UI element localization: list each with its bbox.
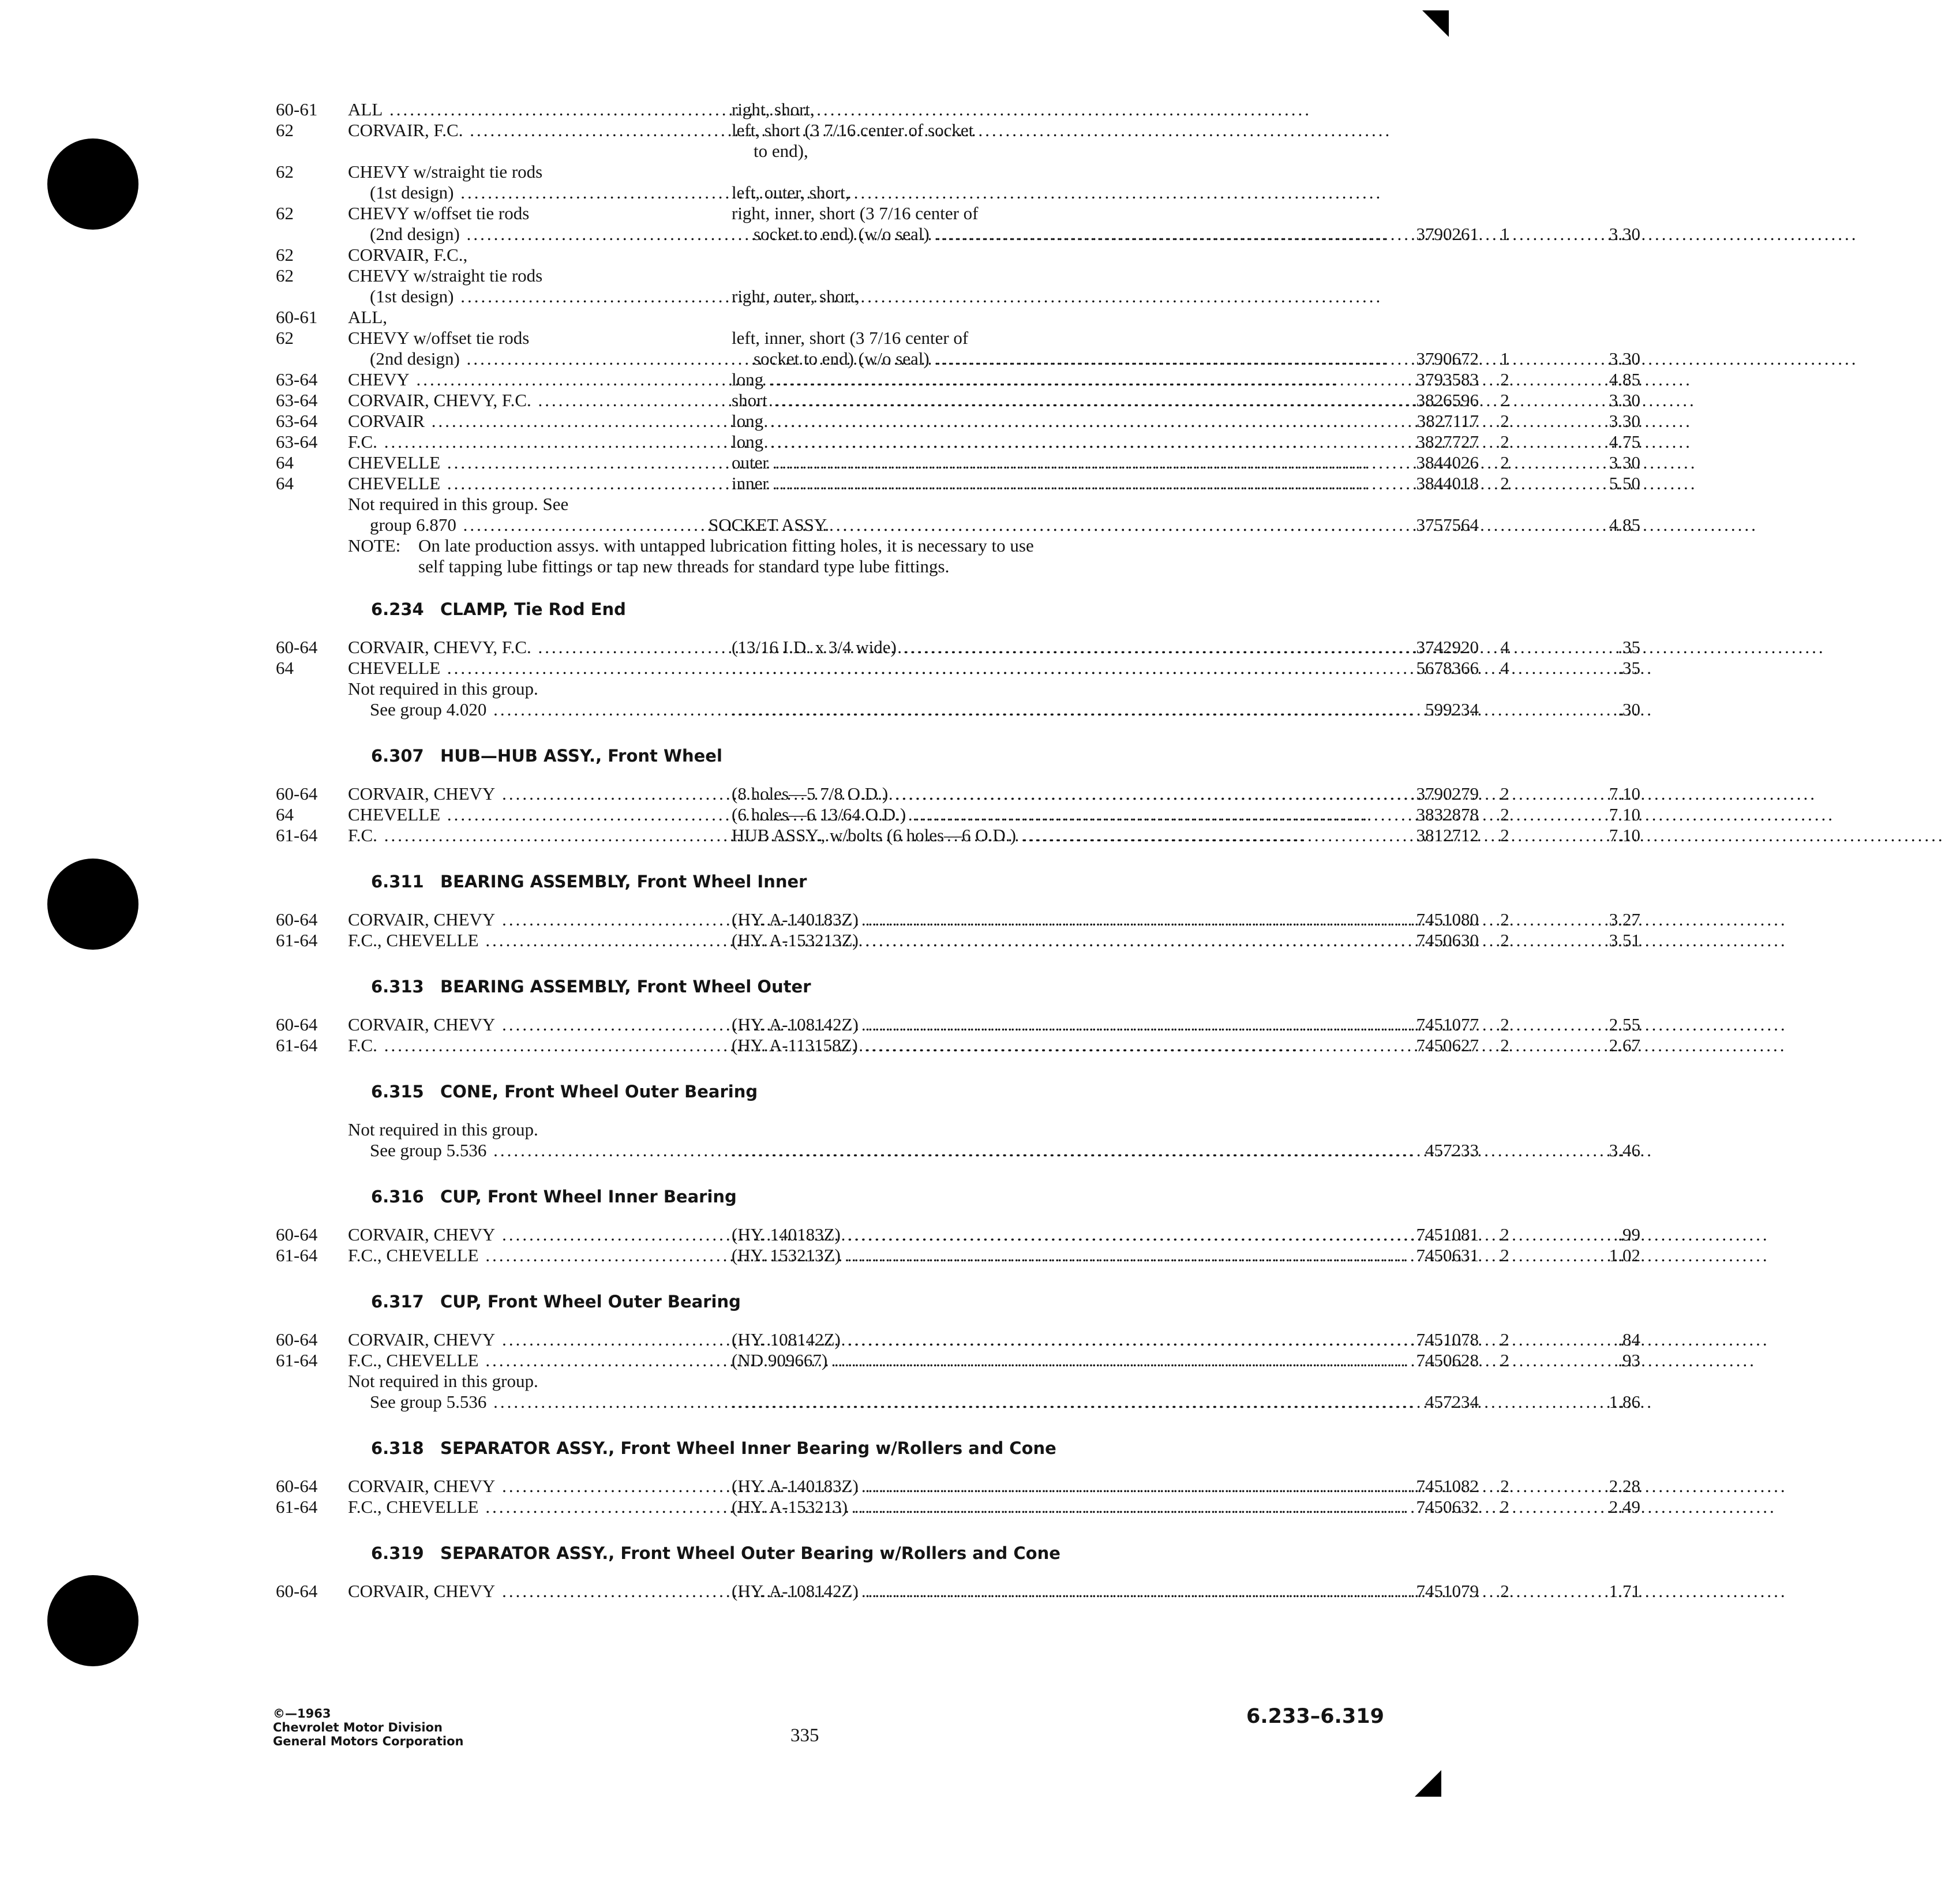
spacer xyxy=(276,1412,1661,1436)
list-price: 3.46 xyxy=(1609,1140,1640,1160)
model-name: F.C. ..... xyxy=(348,825,703,846)
part-description xyxy=(732,658,1366,679)
part-description: inner ..... xyxy=(732,473,1366,494)
spacer xyxy=(276,1161,1661,1184)
table-row xyxy=(276,637,1661,658)
model-year: 61-64 xyxy=(276,1497,318,1517)
model-name: See group 5.536 ..... xyxy=(348,1140,725,1161)
list-price: 3.27 xyxy=(1609,909,1640,929)
section-heading xyxy=(276,1079,1661,1104)
model-year: 62 xyxy=(276,203,294,223)
section-number: 6.311 xyxy=(371,872,424,891)
table-row xyxy=(276,494,1661,515)
model-year: 63-64 xyxy=(276,369,318,389)
list-price: 1.86 xyxy=(1609,1392,1640,1412)
spacer xyxy=(276,1461,1661,1476)
spacer xyxy=(276,769,1661,784)
quantity: 2 xyxy=(1500,1014,1509,1035)
part-description: left, short (3 7/16 center of socket xyxy=(732,120,974,140)
list-price: .99 xyxy=(1618,1224,1640,1245)
note-text xyxy=(276,535,1661,577)
section-title: CUP, Front Wheel Outer Bearing xyxy=(440,1292,741,1311)
part-description: HUB ASSY., w/bolts (6 holes—6 O.D.) ..... xyxy=(732,825,1366,846)
model-year: 62 xyxy=(276,328,294,348)
section-title: CUP, Front Wheel Inner Bearing xyxy=(440,1187,737,1206)
table-row xyxy=(276,141,1661,162)
quantity: 1 xyxy=(1500,348,1509,369)
table-row xyxy=(276,804,1661,825)
table-row xyxy=(276,1581,1661,1602)
model-name: ALL, xyxy=(348,307,388,327)
model-name: CORVAIR, CHEVY, F.C. ..... xyxy=(348,390,703,411)
list-price: .30 xyxy=(1618,699,1640,719)
model-name: (2nd design) ..... xyxy=(348,348,725,369)
section-number: 6.313 xyxy=(371,977,424,996)
table-row xyxy=(276,679,1661,699)
part-number: 3790279 xyxy=(1416,784,1479,804)
model-year: 62 xyxy=(276,120,294,140)
quantity: 2 xyxy=(1500,369,1509,389)
section-heading xyxy=(276,869,1661,894)
spacer xyxy=(276,1104,1661,1119)
list-price: 1.02 xyxy=(1609,1245,1640,1265)
list-price: 4.85 xyxy=(1609,515,1640,535)
model-name: Not required in this group. See xyxy=(348,494,569,514)
table-row xyxy=(276,784,1661,804)
table-row xyxy=(276,245,1661,265)
model-year: 62 xyxy=(276,265,294,286)
part-description: (HY. A-153213Z) ..... xyxy=(732,930,1366,951)
part-number: 7450627 xyxy=(1416,1035,1479,1055)
quantity: 2 xyxy=(1500,804,1509,824)
model-year: 61-64 xyxy=(276,1035,318,1055)
model-name: F.C., CHEVELLE ..... xyxy=(348,1497,703,1517)
quantity: 2 xyxy=(1500,909,1509,929)
model-name: F.C., CHEVELLE ..... xyxy=(348,930,703,951)
part-description xyxy=(732,1392,1366,1412)
model-year: 64 xyxy=(276,658,294,678)
table-row xyxy=(276,99,1661,120)
quantity: 2 xyxy=(1500,1245,1509,1265)
list-price: 2.55 xyxy=(1609,1014,1640,1035)
section-title: BEARING ASSEMBLY, Front Wheel Outer xyxy=(440,977,811,996)
model-year: 60-61 xyxy=(276,99,318,119)
part-number: 7450630 xyxy=(1416,930,1479,950)
table-row xyxy=(276,162,1661,182)
section-number: 6.319 xyxy=(371,1543,424,1563)
section-number: 6.318 xyxy=(371,1438,424,1458)
part-number: 7450631 xyxy=(1416,1245,1479,1265)
section-heading xyxy=(276,597,1661,622)
section-title: CLAMP, Tie Rod End xyxy=(440,599,626,619)
model-name: CHEVY w/straight tie rods xyxy=(348,265,543,286)
part-description: socket to end) (w/o seal) ..... xyxy=(732,348,1388,369)
model-year: 60-64 xyxy=(276,1476,318,1496)
part-description: (6 holes—6 13/64 O.D.) ..... xyxy=(732,804,1366,825)
table-row xyxy=(276,825,1661,846)
part-description: right, outer, short, xyxy=(732,286,860,306)
quantity: 2 xyxy=(1500,390,1509,410)
section-heading xyxy=(276,1289,1661,1314)
quantity: 2 xyxy=(1500,1329,1509,1350)
footer-corporation: General Motors Corporation xyxy=(273,1734,464,1748)
quantity: 2 xyxy=(1500,452,1509,473)
quantity: 2 xyxy=(1500,1035,1509,1055)
table-row xyxy=(276,307,1661,328)
section-heading xyxy=(276,1184,1661,1209)
quantity: 2 xyxy=(1500,1224,1509,1245)
model-name: CHEVY w/offset tie rods xyxy=(348,328,530,348)
table-row xyxy=(276,1371,1661,1392)
part-description: (HY. 140183Z) ..... xyxy=(732,1224,1366,1245)
model-year: 62 xyxy=(276,245,294,265)
list-price: 5.50 xyxy=(1609,473,1640,493)
model-year: 63-64 xyxy=(276,390,318,410)
part-number: 7451081 xyxy=(1416,1224,1479,1245)
list-price: 2.67 xyxy=(1609,1035,1640,1055)
table-row xyxy=(276,699,1661,720)
list-price: 3.51 xyxy=(1609,930,1640,950)
spacer xyxy=(276,720,1661,743)
quantity: 2 xyxy=(1500,411,1509,431)
list-price: 3.30 xyxy=(1609,411,1640,431)
section-title: BEARING ASSEMBLY, Front Wheel Inner xyxy=(440,872,807,891)
model-year: 60-64 xyxy=(276,909,318,929)
part-number: 3844026 xyxy=(1416,452,1479,473)
model-name: CORVAIR, F.C., xyxy=(348,245,468,265)
part-description: (HY. A-108142Z) ..... xyxy=(732,1014,1366,1035)
quantity: 2 xyxy=(1500,1476,1509,1496)
list-price: 3.30 xyxy=(1609,348,1640,369)
table-row xyxy=(276,265,1661,286)
model-name: (2nd design) ..... xyxy=(348,224,725,245)
table-row xyxy=(276,328,1661,348)
page-number: 335 xyxy=(790,1725,819,1746)
table-row xyxy=(276,909,1661,930)
model-name: CORVAIR, CHEVY ..... xyxy=(348,1476,703,1497)
part-description xyxy=(732,1140,1366,1161)
list-price: 3.30 xyxy=(1609,390,1640,410)
model-year: 64 xyxy=(276,804,294,824)
model-name: CORVAIR, F.C. ..... xyxy=(348,120,703,141)
quantity: 2 xyxy=(1500,432,1509,452)
list-price: .84 xyxy=(1618,1329,1640,1350)
table-row xyxy=(276,658,1661,679)
part-number: 3826596 xyxy=(1416,390,1479,410)
quantity: 4 xyxy=(1500,658,1509,678)
part-description: left, outer, short, xyxy=(732,182,850,203)
table-row xyxy=(276,411,1661,432)
model-name: CHEVELLE ..... xyxy=(348,473,703,494)
model-year: 64 xyxy=(276,473,294,493)
part-number: 3832878 xyxy=(1416,804,1479,824)
list-price: 3.30 xyxy=(1609,224,1640,244)
part-number: 7451077 xyxy=(1416,1014,1479,1035)
spacer xyxy=(276,1056,1661,1079)
section-number: 6.316 xyxy=(371,1187,424,1206)
part-description: long ..... xyxy=(732,411,1366,432)
model-name: group 6.870 ..... xyxy=(348,515,725,535)
table-row xyxy=(276,182,1661,203)
model-name: CHEVELLE ..... xyxy=(348,658,703,679)
part-number: 3812712 xyxy=(1416,825,1479,845)
table-row xyxy=(276,390,1661,411)
part-description: (HY. A-113158Z) ..... xyxy=(732,1035,1366,1056)
part-description: long ..... xyxy=(732,432,1366,452)
quantity: 2 xyxy=(1500,473,1509,493)
quantity: 2 xyxy=(1500,930,1509,950)
part-number: 457233 xyxy=(1425,1140,1479,1160)
part-description: left, inner, short (3 7/16 center of xyxy=(732,328,969,348)
model-year: 60-64 xyxy=(276,1014,318,1035)
part-number: 457234 xyxy=(1425,1392,1479,1412)
table-row xyxy=(276,1224,1661,1245)
part-description xyxy=(732,699,1366,720)
model-name: CORVAIR, CHEVY, F.C. ..... xyxy=(348,637,703,658)
model-year: 61-64 xyxy=(276,1350,318,1370)
part-description: (HY. 153213Z) ..... xyxy=(732,1245,1366,1266)
spacer xyxy=(276,846,1661,869)
model-name: CORVAIR, CHEVY ..... xyxy=(348,1581,703,1602)
model-year: 62 xyxy=(276,162,294,182)
quantity: 2 xyxy=(1500,825,1509,845)
section-number: 6.234 xyxy=(371,599,424,619)
table-row xyxy=(276,1014,1661,1035)
part-number: 7450632 xyxy=(1416,1497,1479,1517)
model-name: CORVAIR ..... xyxy=(348,411,703,432)
table-row xyxy=(276,432,1661,452)
model-name: (1st design) ..... xyxy=(348,286,725,307)
model-year: 61-64 xyxy=(276,1245,318,1265)
model-year: 61-64 xyxy=(276,825,318,845)
quantity: 2 xyxy=(1500,1581,1509,1601)
model-name: Not required in this group. xyxy=(348,1371,538,1391)
spacer xyxy=(276,1266,1661,1289)
part-description: SOCKET ASSY. ..... xyxy=(709,515,1343,535)
footer-copyright: ©—1963 xyxy=(273,1707,331,1721)
table-row xyxy=(276,1476,1661,1497)
list-price: .35 xyxy=(1618,658,1640,678)
spacer xyxy=(276,577,1661,597)
model-name: CHEVELLE ..... xyxy=(348,452,703,473)
model-name: F.C., CHEVELLE ..... xyxy=(348,1245,703,1266)
table-row xyxy=(276,1245,1661,1266)
model-year: 60-64 xyxy=(276,1329,318,1350)
part-description: socket to end) (w/o seal) ..... xyxy=(732,224,1388,245)
list-price: 4.75 xyxy=(1609,432,1640,452)
note-line: self tapping lube fittings or tap new threads for standard type lube fittings. xyxy=(418,556,950,576)
table-row xyxy=(276,1140,1661,1161)
model-year: 60-64 xyxy=(276,784,318,804)
model-name: F.C. ..... xyxy=(348,1035,703,1056)
part-description: (HY. 108142Z) ..... xyxy=(732,1329,1366,1350)
part-number: 7451078 xyxy=(1416,1329,1479,1350)
section-heading xyxy=(276,1436,1661,1461)
list-price: 1.71 xyxy=(1609,1581,1640,1601)
model-name: CORVAIR, CHEVY ..... xyxy=(348,909,703,930)
table-row xyxy=(276,286,1661,307)
model-year: 60-61 xyxy=(276,307,318,327)
part-description: (13/16 I.D. x 3/4 wide) ..... xyxy=(732,637,1366,658)
part-description: (HY. A-140183Z) ..... xyxy=(732,1476,1366,1497)
model-name: CORVAIR, CHEVY ..... xyxy=(348,1224,703,1245)
model-name: F.C. ..... xyxy=(348,432,703,452)
model-year: 63-64 xyxy=(276,432,318,452)
spacer xyxy=(276,999,1661,1014)
table-row xyxy=(276,1035,1661,1056)
table-row xyxy=(276,1350,1661,1371)
model-name: Not required in this group. xyxy=(348,679,538,699)
model-name: See group 5.536 ..... xyxy=(348,1392,725,1412)
table-row xyxy=(276,930,1661,951)
part-description: (ND 909667) ..... xyxy=(732,1350,1366,1371)
model-year: 60-64 xyxy=(276,1581,318,1601)
model-name: See group 4.020 ..... xyxy=(348,699,725,720)
part-number: 3793583 xyxy=(1416,369,1479,389)
section-title: HUB—HUB ASSY., Front Wheel xyxy=(440,746,722,766)
model-year: 60-64 xyxy=(276,637,318,657)
spacer xyxy=(276,1602,1661,1625)
list-price: 7.10 xyxy=(1609,784,1640,804)
group-range: 6.233–6.319 xyxy=(1246,1705,1384,1728)
catalog-content xyxy=(276,99,1661,1625)
model-year: 64 xyxy=(276,452,294,473)
table-row xyxy=(276,1392,1661,1412)
list-price: 7.10 xyxy=(1609,825,1640,845)
list-price: .35 xyxy=(1618,637,1640,657)
table-row xyxy=(276,1119,1661,1140)
quantity: 2 xyxy=(1500,1497,1509,1517)
part-number: 7450628 xyxy=(1416,1350,1479,1370)
part-description: (8 holes—5 7/8 O.D.) ..... xyxy=(732,784,1366,804)
part-number: 5678366 xyxy=(1416,658,1479,678)
part-number: 7451080 xyxy=(1416,909,1479,929)
note-line: On late production assys. with untapped lubrication fitting holes, it is necessary to use xyxy=(418,535,1034,556)
section-title: SEPARATOR ASSY., Front Wheel Outer Bearing w/Rollers and Cone xyxy=(440,1543,1060,1563)
list-price: 4.85 xyxy=(1609,369,1640,389)
part-description: short ..... xyxy=(732,390,1366,411)
part-number: 3827117 xyxy=(1416,411,1479,431)
quantity: 2 xyxy=(1500,784,1509,804)
section-number: 6.317 xyxy=(371,1292,424,1311)
part-description: (HY. A-140183Z) ..... xyxy=(732,909,1366,930)
spacer xyxy=(276,1314,1661,1329)
model-name: CORVAIR, CHEVY ..... xyxy=(348,1014,703,1035)
part-number: 3742920 xyxy=(1416,637,1479,657)
part-number: 3827727 xyxy=(1416,432,1479,452)
part-description: (HY. A-153213) ..... xyxy=(732,1497,1366,1517)
quantity: 1 xyxy=(1500,224,1509,244)
footer-division: Chevrolet Motor Division xyxy=(273,1721,443,1734)
part-number: 3844018 xyxy=(1416,473,1479,493)
quantity: 2 xyxy=(1500,1350,1509,1370)
model-name: ALL ..... xyxy=(348,99,703,120)
section-heading xyxy=(276,974,1661,999)
part-description: right, inner, short (3 7/16 center of xyxy=(732,203,979,223)
model-year: 61-64 xyxy=(276,930,318,950)
spacer xyxy=(276,1517,1661,1541)
table-row xyxy=(276,452,1661,473)
part-number: 3790261 xyxy=(1416,224,1479,244)
table-row xyxy=(276,1497,1661,1517)
model-name: CHEVELLE ..... xyxy=(348,804,703,825)
section-heading xyxy=(276,1541,1661,1566)
model-name: CORVAIR, CHEVY ..... xyxy=(348,784,703,804)
section-number: 6.307 xyxy=(371,746,424,766)
footer-publisher xyxy=(273,1707,463,1748)
list-price: 7.10 xyxy=(1609,804,1640,824)
model-name: F.C., CHEVELLE ..... xyxy=(348,1350,703,1371)
spacer xyxy=(276,622,1661,637)
list-price: 2.28 xyxy=(1609,1476,1640,1496)
spacer xyxy=(276,1566,1661,1581)
spacer xyxy=(276,1209,1661,1224)
part-number: 599234 xyxy=(1425,699,1479,719)
section-heading xyxy=(276,743,1661,769)
part-description: to end), xyxy=(754,141,808,161)
list-price: .93 xyxy=(1618,1350,1640,1370)
model-name: CHEVY w/offset tie rods xyxy=(348,203,530,223)
quantity: 4 xyxy=(1500,637,1509,657)
model-name: CORVAIR, CHEVY ..... xyxy=(348,1329,703,1350)
list-price: 3.30 xyxy=(1609,452,1640,473)
part-description: long ..... xyxy=(732,369,1366,390)
model-name: CHEVY ..... xyxy=(348,369,703,390)
section-title: CONE, Front Wheel Outer Bearing xyxy=(440,1082,758,1101)
table-row xyxy=(276,369,1661,390)
part-number: 7451082 xyxy=(1416,1476,1479,1496)
model-name: CHEVY w/straight tie rods xyxy=(348,162,543,182)
model-year: 63-64 xyxy=(276,411,318,431)
part-description: right, short, xyxy=(732,99,815,119)
spacer xyxy=(276,894,1661,909)
table-row xyxy=(276,348,1661,369)
spacer xyxy=(276,951,1661,974)
table-row xyxy=(276,473,1661,494)
part-description: outer ..... xyxy=(732,452,1366,473)
part-number: 7451079 xyxy=(1416,1581,1479,1601)
part-number: 3790672 xyxy=(1416,348,1479,369)
table-row xyxy=(276,224,1661,245)
model-name: Not required in this group. xyxy=(348,1119,538,1140)
part-number: 3757564 xyxy=(1416,515,1479,535)
table-row xyxy=(276,515,1661,535)
table-row xyxy=(276,120,1661,141)
model-year: 60-64 xyxy=(276,1224,318,1245)
section-number: 6.315 xyxy=(371,1082,424,1101)
list-price: 2.49 xyxy=(1609,1497,1640,1517)
table-row xyxy=(276,203,1661,224)
table-row xyxy=(276,1329,1661,1350)
section-title: SEPARATOR ASSY., Front Wheel Inner Bearing w/Rollers and Cone xyxy=(440,1438,1056,1458)
part-description: (HY. A-108142Z) ..... xyxy=(732,1581,1366,1602)
note-label: NOTE: xyxy=(348,535,401,556)
model-name: (1st design) ..... xyxy=(348,182,725,203)
